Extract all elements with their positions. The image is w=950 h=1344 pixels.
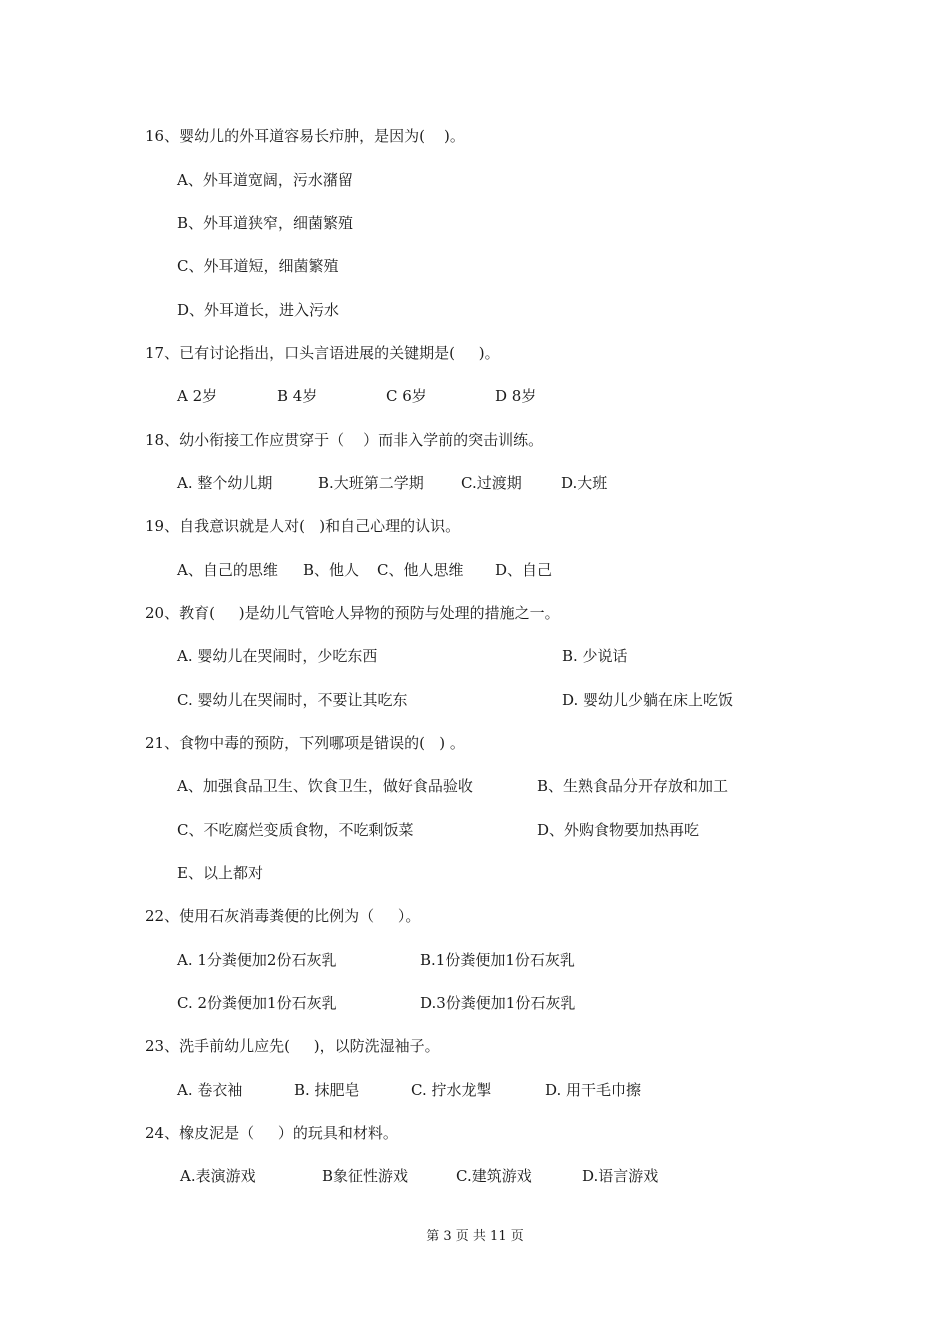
question-18-option-b: B.大班第二学期 [318,474,424,492]
question-20-option-c: C. 婴幼儿在哭闹时，不要让其吃东 [177,691,408,709]
question-24-option-c: C.建筑游戏 [456,1167,532,1185]
question-22-option-c: C. 2份粪便加1份石灰乳 [177,994,337,1012]
question-16-stem: 16、婴幼儿的外耳道容易长疖肿，是因为( )。 [145,127,465,145]
question-16-option-a: A、外耳道宽阔，污水潴留 [177,171,353,189]
question-20-option-d: D. 婴幼儿少躺在床上吃饭 [562,691,734,709]
question-21-option-b: B、生熟食品分开存放和加工 [537,777,729,795]
question-19-option-d: D、自己 [495,561,553,579]
question-18-stem: 18、幼小衔接工作应贯穿于（ ）而非入学前的突击训练。 [145,431,544,449]
question-18-option-c: C.过渡期 [461,474,522,492]
question-20-stem: 20、教育( )是幼儿气管呛人异物的预防与处理的措施之一。 [145,604,560,622]
question-18-option-d: D.大班 [561,474,608,492]
question-21-option-c: C、不吃腐烂变质食物，不吃剩饭菜 [177,821,414,839]
question-22-option-a: A. 1分粪便加2份石灰乳 [177,951,337,969]
question-20-option-b: B. 少说话 [562,647,628,665]
question-18-option-a: A. 整个幼儿期 [177,474,273,492]
question-20-option-a: A. 婴幼儿在哭闹时，少吃东西 [177,647,378,665]
question-19-option-b: B、他人 [303,561,360,579]
question-17-option-d: D 8岁 [495,387,537,405]
question-19-stem: 19、自我意识就是人对( )和自己心理的认识。 [145,517,461,535]
question-23-option-d: D. 用干毛巾擦 [545,1081,642,1099]
question-16-option-c: C、外耳道短，细菌繁殖 [177,257,339,275]
page-number-footer: 第 3 页 共 11 页 [426,1229,524,1244]
question-24-option-d: D.语言游戏 [582,1167,659,1185]
question-17-option-c: C 6岁 [386,387,427,405]
question-21-option-d: D、外购食物要加热再吃 [537,821,700,839]
question-23-option-c: C. 拧水龙掣 [411,1081,492,1099]
question-23-option-b: B. 抹肥皂 [294,1081,360,1099]
question-19-option-a: A、自己的思维 [177,561,278,579]
question-17-option-b: B 4岁 [277,387,318,405]
question-22-option-b: B.1份粪便加1份石灰乳 [420,951,575,969]
question-21-stem: 21、食物中毒的预防，下列哪项是错误的( ) 。 [145,734,465,752]
question-24-option-b: B象征性游戏 [322,1167,409,1185]
question-16-option-b: B、外耳道狭窄，细菌繁殖 [177,214,354,232]
question-23-option-a: A. 卷衣袖 [177,1081,243,1099]
question-21-option-e: E、以上都对 [177,864,263,882]
question-24-stem: 24、橡皮泥是（ ）的玩具和材料。 [145,1124,398,1142]
question-23-stem: 23、洗手前幼儿应先( )，以防洗湿袖子。 [145,1037,440,1055]
question-21-option-a: A、加强食品卫生、饮食卫生，做好食品验收 [177,777,473,795]
question-22-option-d: D.3份粪便加1份石灰乳 [420,994,576,1012]
question-16-option-d: D、外耳道长，进入污水 [177,301,340,319]
question-24-option-a: A.表演游戏 [180,1167,256,1185]
question-17-stem: 17、已有讨论指出，口头言语进展的关键期是( )。 [145,344,500,362]
question-17-option-a: A 2岁 [177,387,218,405]
question-19-option-c: C、他人思维 [377,561,464,579]
question-22-stem: 22、使用石灰消毒粪便的比例为（ ）。 [145,907,421,925]
